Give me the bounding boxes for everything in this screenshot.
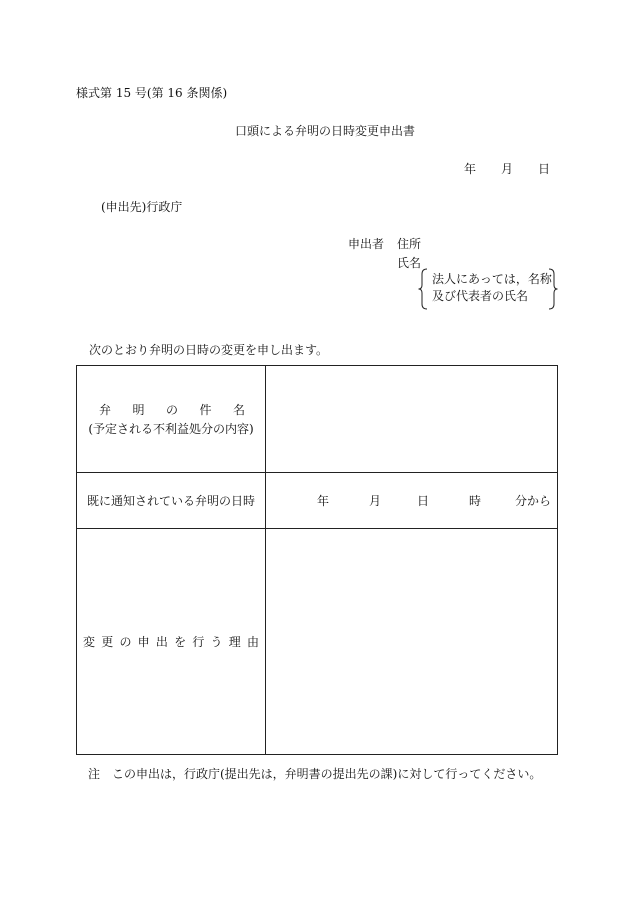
reason-label-char: 更	[101, 635, 114, 649]
case-label-char: 件	[199, 403, 212, 417]
recipient: (申出先)行政庁	[101, 200, 183, 214]
unit-minute: 分から	[514, 494, 551, 508]
unit-hour: 時	[468, 494, 481, 508]
notified-value-cell[interactable]	[266, 473, 558, 529]
case-label-char: 明	[132, 403, 145, 417]
reason-label-char: を	[174, 635, 187, 649]
intro-text: 次のとおり弁明の日時の変更を申し出ます。	[89, 343, 329, 357]
year-label: 年	[464, 162, 477, 176]
reason-label-char: の	[119, 635, 132, 649]
case-label-char: の	[165, 403, 178, 417]
date-line	[464, 162, 550, 176]
table-row	[77, 529, 558, 755]
name-label: 氏名	[397, 256, 422, 270]
corporate-note	[418, 268, 558, 310]
reason-value-cell[interactable]	[266, 529, 558, 755]
month-label: 月	[500, 162, 513, 176]
reason-label-char: 申	[137, 635, 150, 649]
table-row	[77, 366, 558, 473]
note-line-2: 及び代表者の氏名	[432, 289, 529, 303]
unit-year: 年	[316, 494, 329, 508]
table-row	[77, 473, 558, 529]
reason-label-char: 由	[246, 635, 259, 649]
notified-label-cell	[77, 473, 266, 529]
reason-label-char: 変	[83, 635, 96, 649]
form-number: 様式第 15 号(第 16 条関係)	[76, 86, 228, 100]
applicant-label: 申出者	[348, 237, 385, 251]
reason-label-char: う	[210, 635, 223, 649]
case-label-cell	[77, 366, 266, 473]
reason-label-cell	[77, 529, 266, 755]
unit-day: 日	[416, 494, 429, 508]
request-table	[76, 365, 558, 755]
notified-label: 既に通知されている弁明の日時	[86, 494, 255, 508]
reason-label-char: 理	[228, 635, 241, 649]
case-label-char: 弁	[99, 403, 112, 417]
case-sublabel: (予定される不利益処分の内容)	[88, 422, 254, 436]
reason-label-char: 出	[155, 635, 168, 649]
notified-datetime	[266, 492, 557, 509]
case-label	[77, 401, 265, 418]
reason-label	[77, 633, 265, 650]
case-label-char: 名	[232, 403, 245, 417]
address-label: 住所	[397, 237, 422, 251]
reason-label-char: 行	[192, 635, 205, 649]
day-label: 日	[537, 162, 550, 176]
note-line-1: 法人にあっては，名称	[432, 272, 552, 286]
case-value-cell[interactable]	[266, 366, 558, 473]
page-title: 口頭による弁明の日時変更申出書	[234, 124, 415, 138]
unit-month: 月	[368, 494, 381, 508]
footnote: 注 この申出は，行政庁(提出先は，弁明書の提出先の課)に対して行ってください。	[88, 767, 542, 781]
